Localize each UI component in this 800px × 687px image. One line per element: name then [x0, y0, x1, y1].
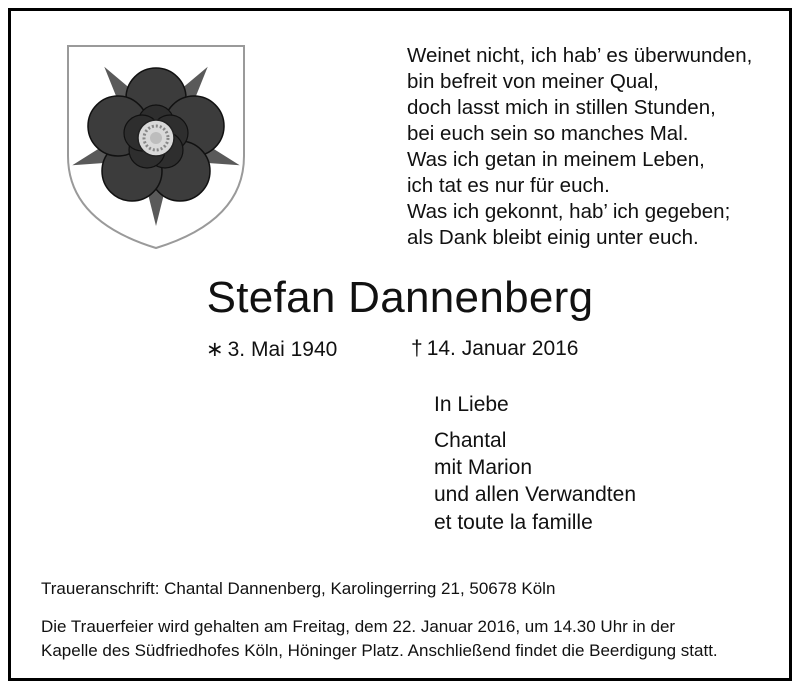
mourner-name: Chantal [434, 429, 507, 452]
poem-line: bei euch sein so manches Mal. [407, 122, 689, 145]
mourning-address: Traueranschrift: Chantal Dannenberg, Karolingerring 21, 50678 Köln [41, 579, 556, 598]
death-date [411, 337, 578, 361]
poem-line: bin befreit von meiner Qual, [407, 70, 659, 93]
death-date-text: 14. Januar 2016 [426, 337, 579, 360]
poem-line: Was ich getan in meinem Leben, [407, 148, 705, 171]
poem-line: Was ich gekonnt, hab’ ich gegeben; [407, 200, 731, 223]
mourner-name: und allen Verwandten [434, 483, 636, 506]
poem-line: doch lasst mich in stillen Stunden, [407, 96, 716, 119]
birth-date-text: 3. Mai 1940 [227, 338, 338, 361]
death-symbol: † [411, 337, 423, 360]
mourner-name: mit Marion [434, 456, 533, 479]
funeral-line: Kapelle des Südfriedhofes Köln, Höninger Platz. Anschließend findet die Beerdigung statt. [41, 641, 718, 660]
poem-line: Weinet nicht, ich hab’ es überwunden, [407, 44, 753, 67]
funeral-info [41, 615, 718, 663]
mourners-intro: In Liebe [434, 393, 509, 416]
obituary-notice [8, 8, 792, 681]
poem-line: ich tat es nur für euch. [407, 174, 610, 197]
deceased-name: Stefan Dannenberg [206, 273, 594, 322]
funeral-line: Die Trauerfeier wird gehalten am Freitag, dem 22. Januar 2016, um 14.30 Uhr in der [41, 617, 676, 636]
mourner-name: et toute la famille [434, 511, 593, 534]
birth-symbol: ∗ [206, 338, 224, 361]
rose-crest-icon [56, 36, 256, 251]
poem-line: als Dank bleibt einig unter euch. [407, 226, 699, 249]
birth-date [206, 337, 337, 362]
poem [407, 43, 752, 251]
